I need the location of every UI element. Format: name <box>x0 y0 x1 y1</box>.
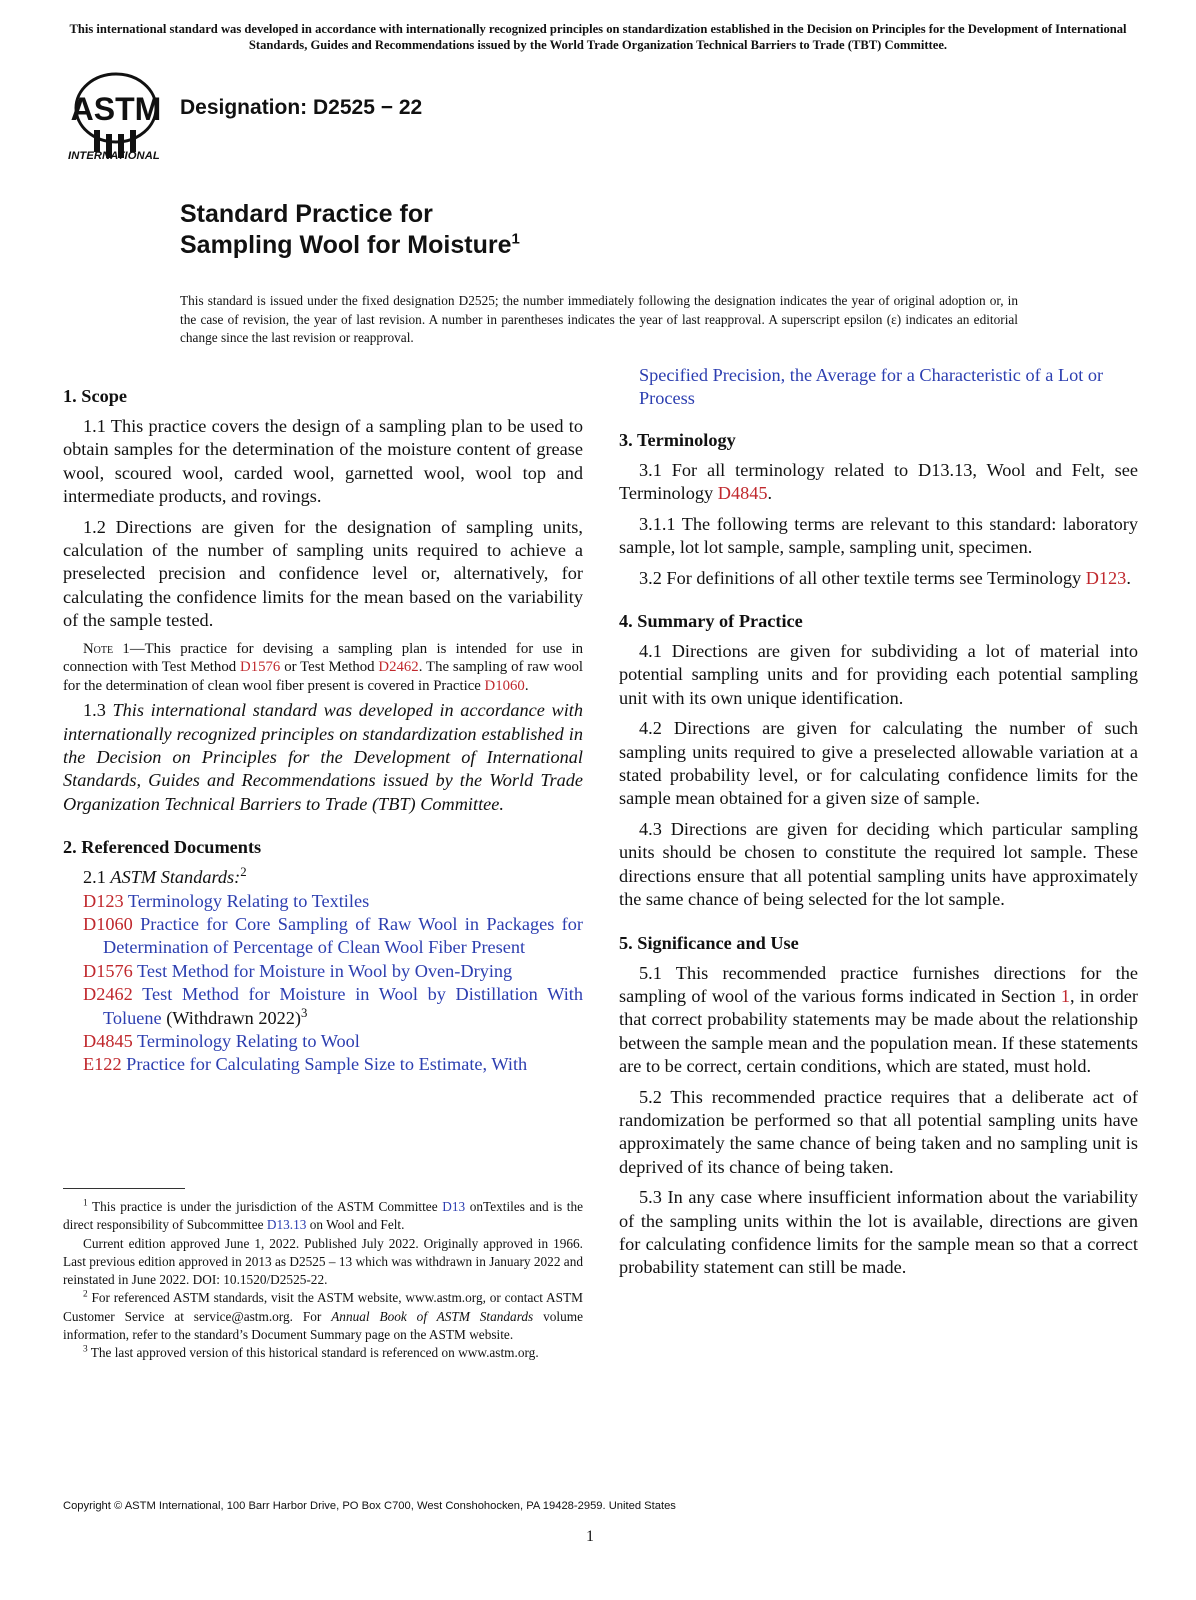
footnote-marker: 3 <box>83 1344 88 1355</box>
ref-code[interactable]: D123 <box>83 890 124 911</box>
ref-title[interactable]: Test Method for Moisture in Wool by Distillation With Toluene <box>103 984 583 1028</box>
reference-item[interactable] <box>63 1053 583 1076</box>
title-line2: Sampling Wool for Moisture <box>180 231 512 259</box>
footnote-marker: 2 <box>83 1290 88 1301</box>
subsection-label: ASTM Standards: <box>110 867 241 888</box>
para-4-3: 4.3 Directions are given for deciding which particular sampling units should be chosen to constitute the required lot sample. These directions ensure that all potential sampling units have approximately the same chance of being selected for the lot sample. <box>619 818 1138 910</box>
para-1-3 <box>63 699 583 816</box>
reference-item[interactable] <box>63 1030 583 1053</box>
footnote-text: on Wool and Felt. <box>306 1217 405 1233</box>
footnote-marker: 1 <box>83 1198 88 1209</box>
header-notice: This international standard was developed in accordance with internationally recognized principles on standardization established in the Decision on Principles for the Development of International Standards, Guides and Recommendations issued by the World Trade Organization Technical Barriers to Trade (TBT) Committee. <box>69 22 1127 52</box>
note-1 <box>63 640 583 696</box>
footnote-text: The last approved version of this historical standard is referenced on www.astm.org. <box>87 1345 539 1361</box>
footnotes <box>63 1198 583 1363</box>
para-1-1: 1.1 This practice covers the design of a sampling plan to be used to obtain samples for the determination of the moisture content of grease wool, scoured wool, carded wool, garnetted wool, wool top and intermediate products, and rovings. <box>63 416 583 507</box>
section-5-heading: 5. Significance and Use <box>619 932 799 953</box>
para-text: , in order that correct probability statements may be made about the relationship between the sample mean and the population mean. If these statements are to be correct, certain conditions, which are stated, must hold. <box>619 985 1138 1077</box>
para-5-1 <box>619 962 1138 1079</box>
ref-status: (Withdrawn 2022) <box>161 1007 302 1028</box>
copyright: Copyright © ASTM International, 100 Barr Harbor Drive, PO Box C700, West Conshohocken, PA 19428-2959. United States <box>63 1500 676 1512</box>
footnote-italic: Annual Book of ASTM Standards <box>331 1308 534 1324</box>
para-1-2: 1.2 Directions are given for the designation of sampling units, calculation of the number of sampling units required to achieve a preselected precision and confidence level or, alternatively, for calculating the confidence limits for the mean based on the variability of the sample tested. <box>63 516 583 631</box>
ref-title[interactable]: Test Method for Moisture in Wool by Oven-Drying <box>132 960 513 981</box>
section-4-heading: 4. Summary of Practice <box>619 611 803 632</box>
title-line1: Standard Practice for <box>180 200 433 228</box>
note-text: 1—This practice for devising a sampling plan is intended for use in connection with Test Method <box>63 640 583 676</box>
para-3-1 <box>619 459 1138 506</box>
para-text: . <box>1126 567 1131 588</box>
footnote-ref[interactable]: 3 <box>301 1005 308 1020</box>
link-d13-13[interactable]: D13.13 <box>266 1217 307 1233</box>
para-text: 5.1 This recommended practice furnishes directions for the sampling of wool of the various forms indicated in Section <box>619 962 1138 1006</box>
ref-title[interactable]: Terminology Relating to Wool <box>132 1031 360 1052</box>
para-4-2: 4.2 Directions are given for calculating the number of such sampling units required to give a preselected allowable variation at a stated probability level, or for calculating confidence limits for the sample mean obtained for a given size of sample. <box>619 718 1138 809</box>
link-d2462[interactable]: D2462 <box>378 659 419 676</box>
section-2-heading: 2. Referenced Documents <box>63 837 262 858</box>
section-3-heading: 3. Terminology <box>619 430 736 450</box>
logo-subtext: INTERNATIONAL <box>68 150 160 162</box>
ref-code[interactable]: E122 <box>83 1054 122 1075</box>
link-d1576[interactable]: D1576 <box>240 659 281 676</box>
ref-title[interactable]: Practice for Calculating Sample Size to Estimate, With <box>121 1054 528 1075</box>
link-d123[interactable]: D123 <box>1085 567 1127 588</box>
para-1-3-text: This international standard was developed in accordance with internationally recognized principles on standardization established in the Decision on Principles for the Development of International Standards, Guides and Recommendations issued by the World Trade Organization Technical Barriers to Trade (TBT) Committee. <box>63 700 584 814</box>
astm-standards-label <box>63 866 583 889</box>
footnote-text: This practice is under the jurisdiction of the ASTM Committee <box>87 1199 443 1214</box>
ref-code[interactable]: D1060 <box>83 914 133 934</box>
note-text: . <box>524 677 529 694</box>
reference-item[interactable] <box>63 913 583 960</box>
logo-text: ASTM <box>70 91 162 127</box>
footnote-text: volume information, refer to the standard’s Document Summary page on the ASTM website. <box>63 1308 583 1343</box>
footnote-ref[interactable]: 2 <box>240 865 247 880</box>
reference-item[interactable] <box>63 960 583 983</box>
footnote-3 <box>63 1344 583 1362</box>
ref-title-continued[interactable]: Specified Precision, the Average for a Characteristic of a Lot or Process <box>639 365 1104 409</box>
link-d1060[interactable]: D1060 <box>484 677 525 694</box>
title-footnote-ref[interactable]: 1 <box>511 230 520 248</box>
note-label: Note <box>83 640 114 657</box>
footnote-1 <box>63 1198 583 1235</box>
para-number: 1.3 <box>83 700 113 721</box>
link-d4845[interactable]: D4845 <box>717 483 768 504</box>
ref-code[interactable]: D1576 <box>83 960 133 981</box>
ref-code[interactable]: D2462 <box>83 984 133 1005</box>
note-text: . The sampling of raw wool for the determination of clean wool fiber present is covered in Practice <box>63 659 583 694</box>
footnote-text: For referenced ASTM standards, visit the ASTM website, www.astm.org, or contact ASTM Customer Service at service@astm.org. For <box>63 1290 583 1324</box>
link-d13[interactable]: D13 <box>442 1199 466 1214</box>
right-column <box>619 365 1138 1287</box>
footnote-1-edition: Current edition approved June 1, 2022. Published July 2022. Originally approved in 1966. Last previous edition approved in 2013 as D2525 – 13 which was withdrawn in January 2022 and reinstated in June 2022. DOI: 10.1520/D2525-22. <box>63 1235 583 1288</box>
note-text: or Test Method <box>280 659 379 676</box>
ref-code[interactable]: D4845 <box>83 1031 133 1052</box>
page-number: 1 <box>586 1528 594 1545</box>
section-1-heading: 1. Scope <box>63 386 127 406</box>
para-number: 2.1 <box>83 867 111 888</box>
link-section-1[interactable]: 1 <box>1060 985 1071 1006</box>
document-title <box>180 199 520 261</box>
reference-item-continued[interactable] <box>619 364 1138 411</box>
para-text: 3.1 For all terminology related to D13.13, Wool and Felt, see Terminology <box>619 460 1138 504</box>
reference-item[interactable] <box>63 890 583 913</box>
reference-item[interactable] <box>63 983 583 1030</box>
footnote-2 <box>63 1289 583 1344</box>
designation: Designation: D2525 − 22 <box>180 96 423 119</box>
para-4-1: 4.1 Directions are given for subdividing a lot of material into potential sampling units and for providing each potential sampling unit with its own unique identification. <box>619 641 1138 708</box>
footnote-text: onTextiles and is the direct responsibility of Subcommittee <box>63 1199 584 1233</box>
para-3-2 <box>619 567 1138 590</box>
ref-title[interactable]: Terminology Relating to Textiles <box>123 890 370 911</box>
para-3-1-1: 3.1.1 The following terms are relevant to this standard: laboratory sample, lot lot sample, sample, sampling unit, specimen. <box>619 513 1138 558</box>
para-text: 3.2 For definitions of all other textile terms see Terminology <box>639 567 1086 588</box>
para-5-2: 5.2 This recommended practice requires that a deliberate act of randomization be performed so that all potential sampling units have approximately the same chance of being taken and no sampling unit is deprived of its chance of being taken. <box>619 1086 1138 1177</box>
para-text: . <box>767 483 773 504</box>
left-column <box>63 385 583 1076</box>
para-5-3: 5.3 In any case where insufficient information about the variability of the sampling units within the lot is available, directions are given for calculating confidence limits for the sample mean so that a correct probability statement can still be made. <box>619 1187 1138 1278</box>
preamble: This standard is issued under the fixed designation D2525; the number immediately following the designation indicates the year of original adoption or, in the case of revision, the year of last revision. A number in parentheses indicates the year of last reapproval. A superscript epsilon (ε) indicates an editorial change since the last revision or reapproval. <box>180 293 1018 345</box>
footnote-rule <box>63 1188 185 1189</box>
ref-title[interactable]: Practice for Core Sampling of Raw Wool in Packages for Determination of Percentage of Clean Wool Fiber Present <box>103 914 583 958</box>
